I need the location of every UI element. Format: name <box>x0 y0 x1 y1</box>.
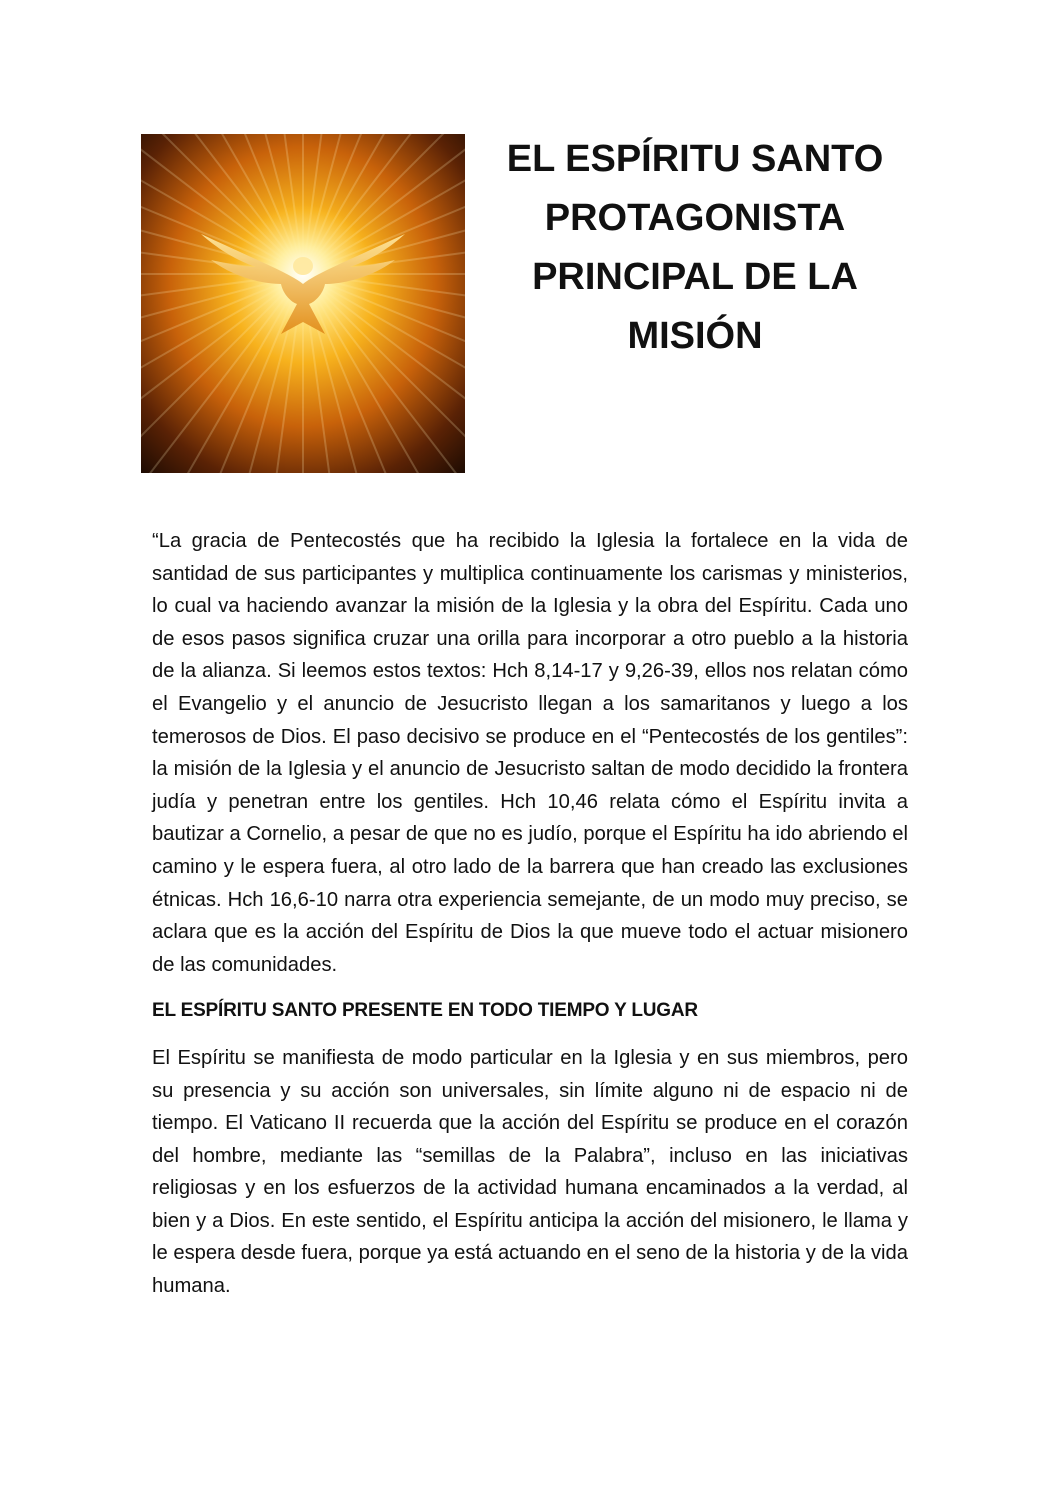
title-line-3: PRINCIPAL DE LA <box>532 256 858 298</box>
title-line-1: EL ESPÍRITU SANTO <box>506 138 884 180</box>
paragraph-pentecost: “La gracia de Pentecostés que ha recibido la Iglesia la fortalece en la vida de santidad de sus participantes y multiplica continuamente los carismas y ministerios, lo cual va haciendo avanzar la misión de la Iglesia y la obra del Espíritu. Cada uno de esos pasos significa cruzar una orilla para incorporar a otro pueblo a la historia de la alianza. Si leemos estos textos: Hch 8,14-17 y 9,26-39, ellos nos relatan cómo el Evangelio y el anuncio de Jesucristo llegan a los samaritanos y luego a los temerosos de Dios. El paso decisivo se produce en el “Pentecostés de los gentiles”: la misión de la Iglesia y el anuncio de Jesucristo saltan de modo decidido la frontera judía y penetran entre los gentiles. Hch 10,46 relata cómo el Espíritu invita a bautizar a Cornelio, a pesar de que no es judío, porque el Espíritu ha ido abriendo el camino y le espera fuera, al otro lado de la barrera que han creado las exclusiones étnicas. Hch 16,6-10 narra otra experiencia semejante, de un modo muy preciso, se aclara que es la acción del Espíritu de Dios la que mueve todo el actuar misionero de las comunidades. <box>152 530 908 976</box>
article-body <box>152 525 908 1303</box>
paragraph-universal-spirit: El Espíritu se manifiesta de modo particular en la Iglesia y en sus miembros, pero su presencia y su acción son universales, sin límite alguno ni de espacio ni de tiempo. El Vaticano II recuerda que la acción del Espíritu se produce en el corazón del hombre, mediante las “semillas de la Palabra”, incluso en las iniciativas religiosas y en los esfuerzos de la actividad humana encaminados a la verdad, al bien y a Dios. En este sentido, el Espíritu anticipa la acción del misionero, le llama y le espera desde fuera, porque ya está actuando en el seno de la historia y de la vida humana. <box>152 1046 908 1298</box>
title-line-2: PROTAGONISTA <box>544 197 846 239</box>
title-line-4: MISIÓN <box>627 315 763 357</box>
holy-spirit-dove-image <box>141 134 465 473</box>
dove-head <box>293 257 313 275</box>
section-heading: EL ESPÍRITU SANTO PRESENTE EN TODO TIEMPO Y LUGAR <box>152 1000 698 1022</box>
holy-spirit-dove-icon <box>141 134 465 473</box>
page-title <box>486 130 904 366</box>
